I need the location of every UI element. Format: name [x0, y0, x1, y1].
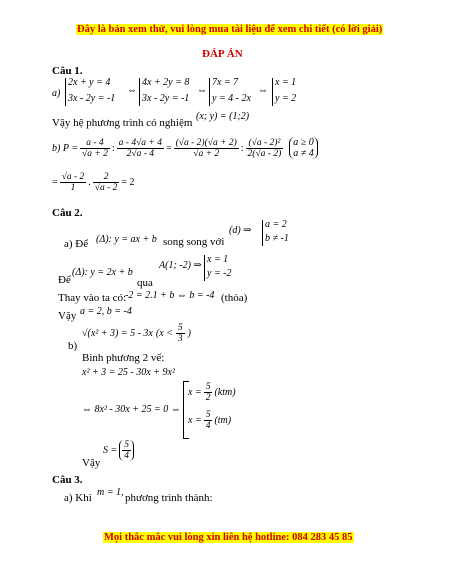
q2-line-d: (d) ⇒ [229, 225, 252, 236]
q1-sys3-eq1: 7x = 7 [212, 77, 239, 88]
q2-quadratic: ⇔ 8x² - 30x + 25 = 0 ⇔ [82, 404, 181, 415]
q2-qua: qua [137, 277, 153, 289]
iff-symbol: ⇔ [197, 85, 207, 96]
q3-a-rest: phương trình thành: [125, 492, 213, 504]
q2-point-x: x = 1 [207, 254, 229, 265]
brace [204, 255, 205, 281]
brace [272, 78, 273, 106]
fraction: $\frac{(√a - 2)(√a + 2)}{√a + 2}$ [175, 137, 237, 159]
q1-b-expression: b) P = $\frac{a - 4}{√a + 2}$ : $\frac{a - 4√a + 4}{2√a - 4}$ = $\frac{(√a - 2)(√a + 2)}{√a + 2}$ : $\frac{\text{(√a - 2)²}}{2(√a - 2)}$ a ≥ 0 a ≠ 4 [52, 137, 318, 159]
q1-a-label: a) [52, 88, 61, 99]
q2-point-y: y = -2 [207, 268, 232, 279]
q2-line-delta: (Δ): y = ax + b [96, 234, 157, 245]
brace [139, 78, 140, 106]
brace [209, 78, 210, 106]
question-3-heading: Câu 3. [52, 474, 83, 486]
iff-symbol: ⇔ [258, 85, 268, 96]
fraction: $\frac{\text{(√a - 2)²}}{2(√a - 2)}$ [247, 137, 282, 159]
set-braces [119, 440, 134, 461]
q2-vay-val: a = 2, b = -4 [80, 306, 132, 317]
q2-square-text: Bình phương 2 vế: [82, 352, 165, 364]
condition-parentheses: a ≥ 0 a ≠ 4 [289, 137, 318, 159]
q2-root-2: x = $\frac{5}{4}$ (tm) [188, 410, 232, 431]
q1-sys1-eq2: 3x - 2y = -1 [68, 93, 116, 104]
q2-accept: (thỏa) [221, 292, 248, 304]
hotline-footer: Mọi thắc mắc vui lòng xin liên hệ hotline: 084 283 45 85 [104, 532, 353, 543]
q2-sub-eq: -2 = 2.1 + b ⇔ b = -4 [125, 290, 215, 301]
fraction: $\frac{2}{√a - 2}$ [94, 172, 118, 193]
question-2-heading: Câu 2. [52, 207, 83, 219]
preview-banner: Đây là bản xem thử, vui lòng mua tài liệu để xem chi tiết (có lời giải) [77, 24, 383, 35]
page-title: ĐÁP ÁN [202, 48, 243, 60]
q3-a-text: a) Khi [64, 492, 92, 504]
q1-sys1-eq1: 2x + y = 4 [68, 77, 111, 88]
iff-symbol: ⇔ [127, 85, 137, 96]
q2-de: Để [58, 274, 71, 286]
q2-line-delta-2: (Δ): y = 2x + b [72, 267, 133, 278]
q2-b-equation: √(x² + 3) = 5 - 3x (x < $\frac{5}{3}$ ) [82, 323, 191, 344]
q1-sys4-eq1: x = 1 [275, 77, 297, 88]
fraction: $\frac{a - 4}{√a + 2}$ [82, 137, 108, 159]
q2-substitute: Thay vào ta có: [58, 292, 127, 304]
result-value: = 2 [121, 177, 135, 188]
q2-cond-b: b ≠ -1 [265, 233, 289, 244]
fraction: $\frac{5}{3}$ [177, 323, 183, 344]
q1-sys2-eq1: 4x + 2y = 8 [142, 77, 190, 88]
q1-b-label: b) P = [52, 142, 79, 154]
q1-b-result: = $\frac{√a - 2}{1}$ . $\frac{2}{√a - 2}$ = 2 [52, 172, 135, 193]
q1-sys2-eq2: 3x - 2y = -1 [142, 93, 190, 104]
q2-vay-2: Vậy [82, 457, 101, 469]
q2-point-a: A(1; -2) ⇒ [159, 260, 202, 271]
fraction: $\frac{√a - 2}{1}$ [61, 172, 85, 193]
fraction: $\frac{5}{2}$ [205, 382, 211, 403]
q2-root-1: x = $\frac{5}{2}$ (ktm) [188, 382, 236, 403]
q2-b-label: b) [68, 340, 78, 352]
q1-sys3-eq2: y = 4 - 2x [212, 93, 251, 104]
q2-solution-set: S = $\frac{5}{4}$ [103, 440, 134, 461]
fraction: $\frac{5}{4}$ [205, 410, 211, 431]
q1-conclusion: Vậy hệ phương trình có nghiệm [52, 117, 193, 129]
q2-square-line: x² + 3 = 25 - 30x + 9x² [82, 367, 175, 378]
q1-sys4-eq2: y = 2 [275, 93, 297, 104]
brace [262, 220, 263, 246]
q2-parallel-text: song song với [163, 236, 225, 248]
q1-solution: (x; y) = (1;2) [196, 111, 250, 122]
fraction: $\frac{a - 4√a + 4}{2√a - 4}$ [118, 137, 162, 159]
q2-vay: Vậy [58, 310, 77, 322]
q3-m-value: m = 1, [97, 487, 124, 498]
brace [65, 78, 66, 106]
fraction: $\frac{5}{4}$ [124, 440, 129, 461]
question-1-heading: Câu 1. [52, 65, 83, 77]
q2-cond-a: a = 2 [265, 219, 287, 230]
q2-a-text: a) Để [64, 238, 89, 250]
